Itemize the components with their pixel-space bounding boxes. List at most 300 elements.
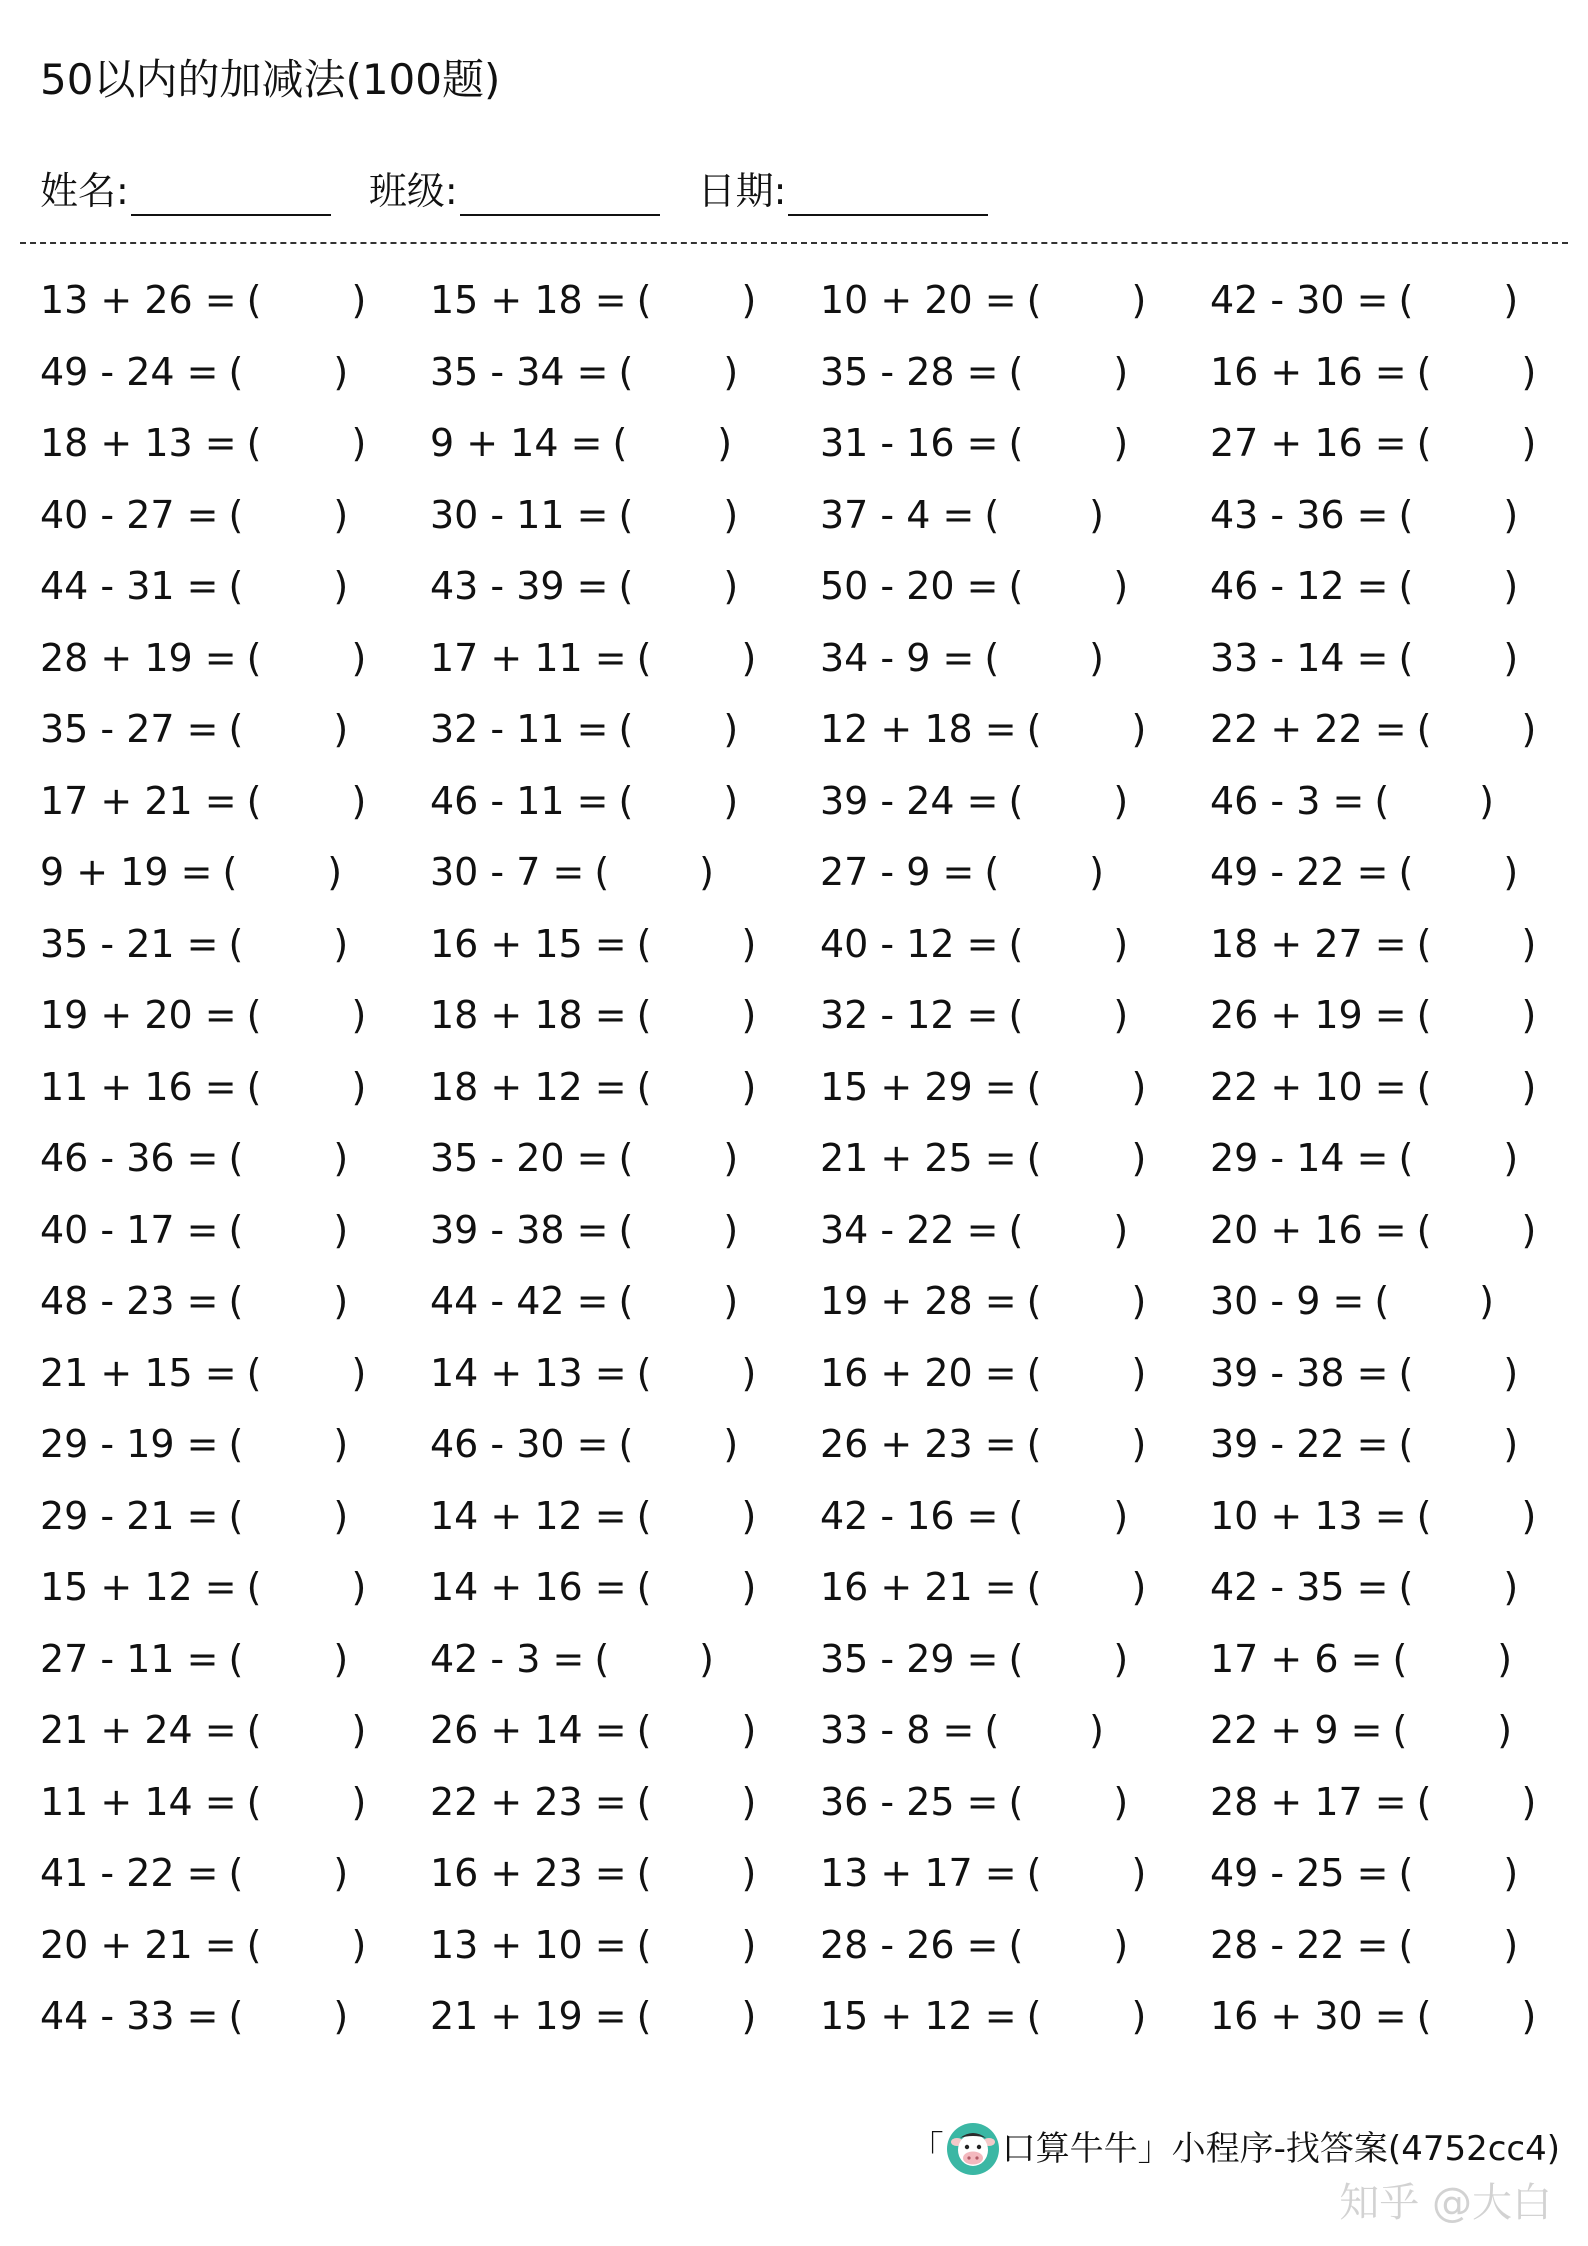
paren-open: (	[1008, 1922, 1024, 1967]
paren-open: (	[1416, 921, 1432, 966]
problem-expression: 32 - 11 =	[430, 707, 609, 751]
answer-blank[interactable]	[1399, 628, 1519, 688]
problem-item	[1210, 771, 1580, 843]
problem-item	[1210, 1057, 1580, 1129]
answer-blank[interactable]	[637, 914, 757, 974]
paren-open: (	[1008, 1207, 1024, 1252]
answer-blank[interactable]	[229, 1200, 349, 1260]
answer-blank[interactable]	[1417, 1772, 1537, 1832]
answer-blank[interactable]	[612, 413, 732, 473]
problem-item	[40, 628, 430, 700]
answer-blank[interactable]	[247, 270, 367, 330]
answer-blank[interactable]	[1374, 1271, 1494, 1331]
paren-open: (	[1416, 421, 1432, 465]
problem-item	[430, 1343, 820, 1415]
problem-item	[1210, 1915, 1580, 1987]
footer-bracket-open: 「	[909, 2129, 944, 2169]
paren-open: (	[1398, 1922, 1414, 1967]
paren-open: (	[1374, 1279, 1390, 1323]
answer-blank[interactable]	[1009, 1915, 1129, 1975]
problem-item	[820, 1200, 1210, 1272]
problem-item	[820, 628, 1210, 700]
answer-blank[interactable]	[619, 1271, 739, 1331]
problem-item	[40, 1128, 430, 1200]
answer-blank[interactable]	[1027, 1414, 1147, 1474]
problem-item	[40, 914, 430, 986]
paren-open: (	[594, 850, 610, 894]
problem-expression: 11 + 14 =	[40, 1779, 237, 1824]
paren-close: )	[741, 1922, 757, 1967]
answer-blank[interactable]	[637, 1557, 757, 1617]
paren-close: )	[351, 1064, 367, 1109]
problem-item	[820, 1700, 1210, 1772]
answer-blank[interactable]	[637, 270, 757, 330]
problem-expression: 49 - 22 =	[1210, 850, 1389, 894]
answer-blank[interactable]	[229, 1986, 349, 2046]
problem-item	[430, 628, 820, 700]
answer-blank[interactable]	[1009, 771, 1129, 831]
answer-blank[interactable]	[1009, 914, 1129, 974]
answer-blank[interactable]	[1417, 1486, 1537, 1546]
answer-blank[interactable]	[1417, 914, 1537, 974]
problem-expression: 14 + 12 =	[430, 1493, 627, 1538]
problem-item	[1210, 1200, 1580, 1272]
paren-open: (	[228, 1136, 244, 1180]
problem-item	[430, 342, 820, 414]
problem-expression: 17 + 11 =	[430, 635, 627, 680]
problem-expression: 28 - 22 =	[1210, 1922, 1389, 1967]
paren-close: )	[1503, 1851, 1519, 1895]
problem-item	[820, 1343, 1210, 1415]
paren-open: (	[1392, 1708, 1408, 1752]
answer-blank[interactable]	[247, 1557, 367, 1617]
paren-open: (	[1008, 993, 1024, 1037]
problem-item	[430, 771, 820, 843]
answer-blank[interactable]	[1027, 1343, 1147, 1403]
answer-blank[interactable]	[637, 1843, 757, 1903]
paren-open: (	[246, 1708, 262, 1752]
paren-open: (	[618, 707, 634, 751]
paren-open: (	[1416, 1994, 1432, 2038]
answer-blank[interactable]	[1417, 985, 1537, 1045]
problem-item	[820, 1486, 1210, 1558]
problem-expression: 13 + 17 =	[820, 1851, 1017, 1895]
paren-open: (	[228, 1493, 244, 1538]
problem-expression: 16 + 20 =	[820, 1350, 1017, 1395]
problem-item	[820, 342, 1210, 414]
answer-blank[interactable]	[1027, 1128, 1147, 1188]
problem-expression: 41 - 22 =	[40, 1851, 219, 1895]
answer-blank[interactable]	[1027, 1843, 1147, 1903]
paren-open: (	[246, 1922, 262, 1967]
problem-expression: 46 - 30 =	[430, 1422, 609, 1466]
answer-blank[interactable]	[1399, 842, 1519, 902]
paren-open: (	[1026, 1994, 1042, 2038]
paren-close: )	[1521, 1779, 1537, 1824]
answer-blank[interactable]	[1399, 556, 1519, 616]
problem-item	[430, 1700, 820, 1772]
footer-app-name: 口算牛牛	[1001, 2129, 1138, 2169]
answer-blank[interactable]	[229, 1629, 349, 1689]
problem-expression: 16 + 23 =	[430, 1851, 627, 1895]
answer-blank[interactable]	[1417, 1986, 1537, 2046]
problem-expression: 22 + 22 =	[1210, 707, 1407, 751]
paren-open: (	[1008, 564, 1024, 608]
answer-blank[interactable]	[1027, 1557, 1147, 1617]
paren-close: )	[1113, 421, 1129, 465]
paren-open: (	[618, 778, 634, 823]
answer-blank[interactable]	[1009, 413, 1129, 473]
paren-open: (	[1416, 707, 1432, 751]
paren-open: (	[1398, 1136, 1414, 1180]
paren-close: )	[1131, 278, 1147, 322]
paren-close: )	[1113, 1493, 1129, 1538]
problem-item	[820, 485, 1210, 557]
answer-blank[interactable]	[1009, 985, 1129, 1045]
problem-item	[430, 556, 820, 628]
problem-item	[1210, 1843, 1580, 1915]
problem-item	[1210, 270, 1580, 342]
problem-item	[40, 985, 430, 1057]
paren-close: )	[741, 1994, 757, 2038]
answer-blank[interactable]	[229, 914, 349, 974]
paren-open: (	[636, 1994, 652, 2038]
paren-open: (	[1416, 1207, 1432, 1252]
answer-blank[interactable]	[1009, 1486, 1129, 1546]
paren-open: (	[1026, 707, 1042, 751]
paren-close: )	[1497, 1636, 1513, 1681]
paren-close: )	[741, 1708, 757, 1752]
answer-blank[interactable]	[637, 1057, 757, 1117]
name-blank-line[interactable]	[131, 172, 331, 216]
answer-blank[interactable]	[1009, 556, 1129, 616]
problem-item	[430, 1486, 820, 1558]
paren-open: (	[246, 778, 262, 823]
problem-item	[40, 1843, 430, 1915]
answer-blank[interactable]	[619, 342, 739, 402]
answer-blank[interactable]	[247, 1057, 367, 1117]
paren-close: )	[723, 349, 739, 394]
answer-blank[interactable]	[1399, 1343, 1519, 1403]
paren-close: )	[1089, 635, 1104, 680]
paren-close: )	[351, 1350, 367, 1395]
paren-close: )	[723, 1422, 739, 1466]
paren-close: )	[1479, 778, 1494, 823]
paren-open: (	[1026, 1136, 1042, 1180]
paren-close: )	[351, 635, 367, 680]
answer-blank[interactable]	[247, 1772, 367, 1832]
answer-blank[interactable]	[229, 1271, 349, 1331]
answer-blank[interactable]	[619, 556, 739, 616]
answer-blank[interactable]	[1417, 1200, 1537, 1260]
paren-open: (	[1026, 278, 1042, 322]
answer-blank[interactable]	[1417, 699, 1537, 759]
answer-blank[interactable]	[247, 985, 367, 1045]
problem-expression: 18 + 27 =	[1210, 921, 1407, 966]
answer-blank[interactable]	[1009, 1200, 1129, 1260]
paren-close: )	[1131, 1279, 1147, 1323]
problem-item	[430, 1271, 820, 1343]
paren-close: )	[327, 850, 343, 894]
paren-open: (	[1416, 349, 1432, 394]
problem-item	[1210, 1772, 1580, 1844]
paren-close: )	[723, 564, 739, 608]
answer-blank[interactable]	[229, 699, 349, 759]
paren-close: )	[1503, 492, 1519, 537]
answer-blank[interactable]	[247, 1700, 367, 1760]
problem-expression: 48 - 23 =	[40, 1279, 219, 1323]
footer-credit	[910, 2122, 1560, 2176]
paren-open: (	[984, 1708, 1000, 1752]
paren-close: )	[741, 1064, 757, 1109]
paren-close: )	[1503, 1565, 1519, 1609]
paren-open: (	[1008, 778, 1024, 823]
answer-blank[interactable]	[619, 485, 739, 545]
answer-blank[interactable]	[984, 842, 1104, 902]
paren-close: )	[723, 1279, 739, 1323]
answer-blank[interactable]	[1417, 1057, 1537, 1117]
answer-blank[interactable]	[229, 556, 349, 616]
answer-blank[interactable]	[984, 1700, 1104, 1760]
paren-open: (	[636, 1708, 652, 1752]
answer-blank[interactable]	[1399, 1557, 1519, 1617]
paren-close: )	[1521, 1994, 1537, 2038]
problem-expression: 29 - 21 =	[40, 1493, 219, 1538]
answer-blank[interactable]	[229, 1128, 349, 1188]
problem-expression: 22 + 10 =	[1210, 1064, 1407, 1109]
problem-item	[820, 699, 1210, 771]
problem-expression: 33 - 14 =	[1210, 635, 1389, 680]
problem-expression: 46 - 12 =	[1210, 564, 1389, 608]
paren-open: (	[636, 1779, 652, 1824]
problem-expression: 11 + 16 =	[40, 1064, 237, 1109]
problem-item	[430, 1557, 820, 1629]
problem-expression: 15 + 18 =	[430, 278, 627, 322]
problem-item	[430, 1843, 820, 1915]
problem-expression: 39 - 22 =	[1210, 1422, 1389, 1466]
answer-blank[interactable]	[619, 699, 739, 759]
answer-blank[interactable]	[247, 628, 367, 688]
answer-blank[interactable]	[229, 485, 349, 545]
problem-expression: 44 - 33 =	[40, 1994, 219, 2038]
paren-close: )	[1131, 1350, 1147, 1395]
problem-grid	[40, 270, 1580, 2058]
paren-open: (	[636, 993, 652, 1037]
answer-blank[interactable]	[229, 342, 349, 402]
paren-open: (	[618, 1422, 634, 1466]
problem-expression: 46 - 11 =	[430, 778, 609, 823]
paren-open: (	[222, 850, 238, 894]
paren-open: (	[246, 993, 262, 1037]
answer-blank[interactable]	[1027, 1271, 1147, 1331]
answer-blank[interactable]	[1399, 1915, 1519, 1975]
name-field	[40, 166, 331, 216]
paren-close: )	[333, 1636, 349, 1681]
paren-open: (	[246, 1565, 262, 1609]
paren-close: )	[723, 778, 739, 823]
problem-expression: 28 + 17 =	[1210, 1779, 1407, 1824]
problem-item	[820, 1629, 1210, 1701]
answer-blank[interactable]	[1417, 342, 1537, 402]
answer-blank[interactable]	[1399, 1128, 1519, 1188]
answer-blank[interactable]	[594, 842, 714, 902]
answer-blank[interactable]	[637, 1915, 757, 1975]
problem-expression: 22 + 9 =	[1210, 1708, 1383, 1752]
problem-item	[430, 985, 820, 1057]
answer-blank[interactable]	[229, 1486, 349, 1546]
answer-blank[interactable]	[229, 1843, 349, 1903]
answer-blank[interactable]	[637, 1772, 757, 1832]
answer-blank[interactable]	[984, 628, 1104, 688]
answer-blank[interactable]	[637, 985, 757, 1045]
answer-blank[interactable]	[1009, 1629, 1129, 1689]
problem-expression: 18 + 13 =	[40, 421, 237, 465]
answer-blank[interactable]	[1399, 485, 1519, 545]
answer-blank[interactable]	[1399, 270, 1519, 330]
problem-expression: 37 - 4 =	[820, 492, 975, 537]
paren-open: (	[1398, 564, 1414, 608]
answer-blank[interactable]	[1374, 771, 1494, 831]
problem-expression: 42 - 16 =	[820, 1493, 999, 1538]
paren-close: )	[1131, 1565, 1147, 1609]
answer-blank[interactable]	[637, 1343, 757, 1403]
problem-expression: 49 - 25 =	[1210, 1851, 1389, 1895]
problem-item	[1210, 1629, 1580, 1701]
problem-item	[820, 1057, 1210, 1129]
paren-open: (	[1008, 349, 1024, 394]
cow-face-icon	[946, 2122, 1000, 2176]
problem-item	[820, 556, 1210, 628]
paren-open: (	[1398, 1565, 1414, 1609]
answer-blank[interactable]	[1027, 270, 1147, 330]
answer-blank[interactable]	[637, 1986, 757, 2046]
problem-expression: 20 + 21 =	[40, 1922, 237, 1967]
paren-close: )	[351, 1779, 367, 1824]
problem-expression: 42 - 35 =	[1210, 1565, 1389, 1609]
paren-close: )	[333, 707, 349, 751]
date-blank-line[interactable]	[788, 172, 988, 216]
paren-close: )	[741, 1779, 757, 1824]
problem-item	[1210, 485, 1580, 557]
paren-open: (	[618, 492, 634, 537]
answer-blank[interactable]	[619, 1200, 739, 1260]
problem-item	[1210, 1271, 1580, 1343]
answer-blank[interactable]	[1009, 342, 1129, 402]
answer-blank[interactable]	[637, 1700, 757, 1760]
paren-close: )	[723, 1207, 739, 1252]
answer-blank[interactable]	[594, 1629, 714, 1689]
answer-blank[interactable]	[229, 1414, 349, 1474]
problem-item	[1210, 985, 1580, 1057]
problem-item	[820, 1271, 1210, 1343]
paren-close: )	[1089, 850, 1104, 894]
paren-close: )	[333, 564, 349, 608]
paren-open: (	[1398, 278, 1414, 322]
paren-close: )	[741, 1493, 757, 1538]
answer-blank[interactable]	[637, 628, 757, 688]
paren-close: )	[1113, 1207, 1129, 1252]
problem-expression: 28 + 19 =	[40, 635, 237, 680]
paren-open: (	[636, 1493, 652, 1538]
problem-expression: 35 - 28 =	[820, 349, 999, 394]
answer-blank[interactable]	[637, 1486, 757, 1546]
paren-close: )	[1503, 850, 1519, 894]
paren-close: )	[1089, 1708, 1104, 1752]
answer-blank[interactable]	[1399, 1414, 1519, 1474]
paren-close: )	[1131, 1422, 1147, 1466]
problem-expression: 16 + 30 =	[1210, 1994, 1407, 2038]
answer-blank[interactable]	[984, 485, 1104, 545]
problem-expression: 40 - 17 =	[40, 1207, 219, 1252]
paren-open: (	[1416, 1493, 1432, 1538]
answer-blank[interactable]	[1392, 1700, 1512, 1760]
problem-expression: 14 + 13 =	[430, 1350, 627, 1395]
paren-open: (	[1398, 1851, 1414, 1895]
answer-blank[interactable]	[222, 842, 342, 902]
problem-item	[820, 1843, 1210, 1915]
answer-blank[interactable]	[1399, 1843, 1519, 1903]
paren-open: (	[636, 635, 652, 680]
problem-item	[820, 1915, 1210, 1987]
problem-item	[820, 1986, 1210, 2058]
problem-item	[430, 1772, 820, 1844]
answer-blank[interactable]	[619, 1128, 739, 1188]
paren-open: (	[228, 1422, 244, 1466]
paren-close: )	[723, 707, 739, 751]
answer-blank[interactable]	[247, 413, 367, 473]
problem-item	[820, 1414, 1210, 1486]
problem-expression: 27 - 9 =	[820, 850, 975, 894]
paren-open: (	[1398, 635, 1414, 680]
paren-open: (	[636, 1922, 652, 1967]
problem-expression: 12 + 18 =	[820, 707, 1017, 751]
answer-blank[interactable]	[247, 1343, 367, 1403]
answer-blank[interactable]	[619, 771, 739, 831]
problem-item	[1210, 842, 1580, 914]
problem-item	[820, 1128, 1210, 1200]
answer-blank[interactable]	[1027, 1986, 1147, 2046]
problem-expression: 15 + 12 =	[40, 1565, 237, 1609]
paren-close: )	[741, 635, 757, 680]
paren-close: )	[1113, 993, 1129, 1037]
problem-expression: 26 + 23 =	[820, 1422, 1017, 1466]
answer-blank[interactable]	[1027, 699, 1147, 759]
paren-open: (	[246, 1779, 262, 1824]
answer-blank[interactable]	[247, 771, 367, 831]
paren-close: )	[723, 1136, 739, 1180]
answer-blank[interactable]	[1009, 1772, 1129, 1832]
paren-open: (	[1008, 421, 1024, 465]
answer-blank[interactable]	[1027, 1057, 1147, 1117]
answer-blank[interactable]	[619, 1414, 739, 1474]
problem-expression: 28 - 26 =	[820, 1922, 999, 1967]
paren-close: )	[333, 1279, 349, 1323]
paren-open: (	[1398, 1350, 1414, 1395]
paren-open: (	[1398, 850, 1414, 894]
answer-blank[interactable]	[247, 1915, 367, 1975]
answer-blank[interactable]	[1417, 413, 1537, 473]
class-blank-line[interactable]	[460, 172, 660, 216]
paren-close: )	[351, 993, 367, 1037]
paren-open: (	[618, 349, 634, 394]
problem-item	[40, 270, 430, 342]
problem-expression: 35 - 34 =	[430, 349, 609, 394]
problem-expression: 33 - 8 =	[820, 1708, 975, 1752]
answer-blank[interactable]	[1392, 1629, 1512, 1689]
paren-open: (	[1026, 1279, 1042, 1323]
problem-item	[40, 1271, 430, 1343]
problem-expression: 21 + 25 =	[820, 1136, 1017, 1180]
